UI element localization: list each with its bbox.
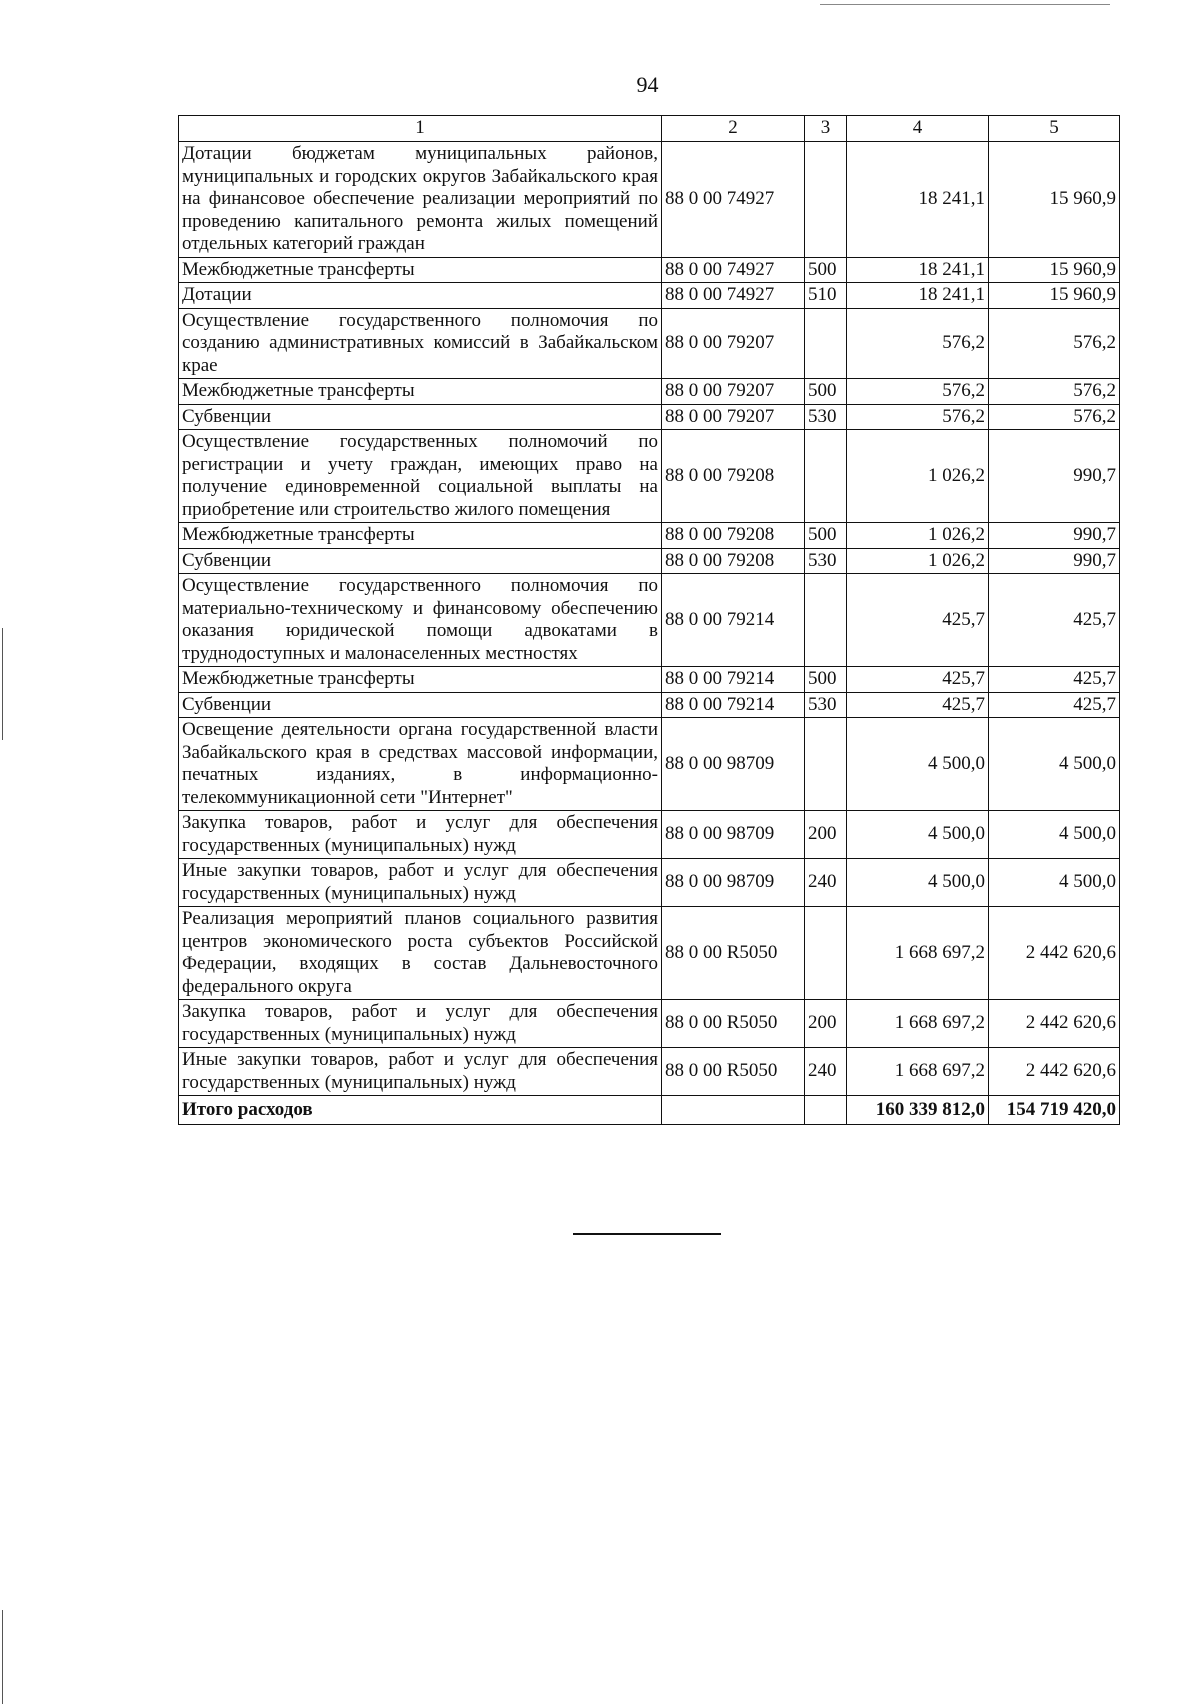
row-expense-type: [805, 718, 847, 811]
row-expense-type: [805, 308, 847, 379]
row-target-code: 88 0 00 79208: [662, 430, 805, 523]
row-amount-col4: 576,2: [847, 308, 989, 379]
row-target-code: 88 0 00 98709: [662, 718, 805, 811]
total-label: Итого расходов: [179, 1096, 662, 1125]
row-amount-col4: 576,2: [847, 404, 989, 430]
row-amount-col4: 4 500,0: [847, 859, 989, 907]
row-name: Осуществление государственных полномочий по регистрации и учету граждан, имеющих право на получение единовременной социальной выплаты на приобретение или строительство жилого помещения: [179, 430, 662, 523]
table-row: [179, 718, 1120, 811]
closing-rule: [573, 1233, 721, 1235]
table-row: [179, 859, 1120, 907]
table-row: [179, 379, 1120, 405]
row-expense-type: [805, 142, 847, 258]
top-edge-line: [820, 4, 1110, 5]
row-target-code: 88 0 00 74927: [662, 142, 805, 258]
row-amount-col5: 2 442 620,6: [989, 1000, 1120, 1048]
row-expense-type: 500: [805, 667, 847, 693]
table-row: [179, 667, 1120, 693]
row-expense-type: 240: [805, 859, 847, 907]
row-name: Субвенции: [179, 548, 662, 574]
row-expense-type: 200: [805, 1000, 847, 1048]
row-expense-type: 500: [805, 257, 847, 283]
row-name: Закупка товаров, работ и услуг для обеспечения государственных (муниципальных) нужд: [179, 811, 662, 859]
row-name: Закупка товаров, работ и услуг для обеспечения государственных (муниципальных) нужд: [179, 1000, 662, 1048]
row-expense-type: 500: [805, 379, 847, 405]
row-expense-type: 530: [805, 692, 847, 718]
row-name: Межбюджетные трансферты: [179, 523, 662, 549]
total-expense-type: [805, 1096, 847, 1125]
row-expense-type: 530: [805, 404, 847, 430]
row-amount-col4: 1 668 697,2: [847, 1048, 989, 1096]
row-expense-type: 200: [805, 811, 847, 859]
row-amount-col4: 18 241,1: [847, 142, 989, 258]
row-amount-col4: 4 500,0: [847, 718, 989, 811]
row-amount-col5: 425,7: [989, 574, 1120, 667]
row-amount-col4: 1 026,2: [847, 523, 989, 549]
total-amount-col5: 154 719 420,0: [989, 1096, 1120, 1125]
row-name: Межбюджетные трансферты: [179, 257, 662, 283]
row-amount-col4: 4 500,0: [847, 811, 989, 859]
row-target-code: 88 0 00 R5050: [662, 1000, 805, 1048]
scan-margin-mark: [2, 628, 3, 740]
row-amount-col5: 15 960,9: [989, 142, 1120, 258]
row-amount-col5: 2 442 620,6: [989, 1048, 1120, 1096]
table-row: [179, 574, 1120, 667]
row-target-code: 88 0 00 79207: [662, 404, 805, 430]
header-cell-col3: 3: [805, 116, 847, 142]
row-amount-col5: 4 500,0: [989, 859, 1120, 907]
row-target-code: 88 0 00 79214: [662, 692, 805, 718]
row-amount-col5: 576,2: [989, 308, 1120, 379]
row-target-code: 88 0 00 74927: [662, 283, 805, 309]
row-expense-type: 510: [805, 283, 847, 309]
row-name: Дотации: [179, 283, 662, 309]
row-amount-col4: 1 668 697,2: [847, 907, 989, 1000]
row-name: Осуществление государственного полномочия по материально-техническому и финансовому обеспечению оказания юридической помощи адвокатами в труднодоступных и малонаселенных местностях: [179, 574, 662, 667]
row-amount-col5: 425,7: [989, 692, 1120, 718]
row-name: Осуществление государственного полномочия по созданию административных комиссий в Забайкальском крае: [179, 308, 662, 379]
row-amount-col5: 576,2: [989, 379, 1120, 405]
row-amount-col5: 2 442 620,6: [989, 907, 1120, 1000]
row-expense-type: 530: [805, 548, 847, 574]
scan-margin-mark: [2, 1610, 3, 1704]
row-expense-type: 240: [805, 1048, 847, 1096]
row-amount-col4: 18 241,1: [847, 283, 989, 309]
row-name: Реализация мероприятий планов социального развития центров экономического роста субъектов Российской Федерации, входящих в состав Дальневосточного федерального округа: [179, 907, 662, 1000]
row-target-code: 88 0 00 79214: [662, 574, 805, 667]
row-target-code: 88 0 00 79208: [662, 548, 805, 574]
table-row: [179, 142, 1120, 258]
row-target-code: 88 0 00 98709: [662, 859, 805, 907]
expenditure-table: [178, 115, 1120, 1125]
row-amount-col4: 576,2: [847, 379, 989, 405]
row-amount-col4: 1 026,2: [847, 548, 989, 574]
row-amount-col5: 990,7: [989, 430, 1120, 523]
header-cell-col5: 5: [989, 116, 1120, 142]
table-row: [179, 1048, 1120, 1096]
row-expense-type: [805, 430, 847, 523]
row-target-code: 88 0 00 R5050: [662, 907, 805, 1000]
table-row: [179, 430, 1120, 523]
table-row: [179, 692, 1120, 718]
row-expense-type: 500: [805, 523, 847, 549]
page-number: 94: [636, 72, 659, 97]
table-row: [179, 1000, 1120, 1048]
row-amount-col5: 15 960,9: [989, 283, 1120, 309]
row-amount-col5: 4 500,0: [989, 718, 1120, 811]
row-target-code: 88 0 00 79214: [662, 667, 805, 693]
table-row: [179, 404, 1120, 430]
row-name: Дотации бюджетам муниципальных районов, муниципальных и городских округов Забайкальского края на финансовое обеспечение реализации мероприятий по проведению капитального ремонта жилых помещений отдельных категорий граждан: [179, 142, 662, 258]
header-cell-col2: 2: [662, 116, 805, 142]
row-target-code: 88 0 00 79208: [662, 523, 805, 549]
row-name: Иные закупки товаров, работ и услуг для обеспечения государственных (муниципальных) нужд: [179, 859, 662, 907]
total-amount-col4: 160 339 812,0: [847, 1096, 989, 1125]
row-target-code: 88 0 00 74927: [662, 257, 805, 283]
row-amount-col5: 576,2: [989, 404, 1120, 430]
table-row: [179, 523, 1120, 549]
row-name: Субвенции: [179, 404, 662, 430]
row-name: Межбюджетные трансферты: [179, 379, 662, 405]
row-amount-col4: 1 668 697,2: [847, 1000, 989, 1048]
row-amount-col4: 425,7: [847, 574, 989, 667]
table-row: [179, 257, 1120, 283]
row-target-code: 88 0 00 98709: [662, 811, 805, 859]
row-amount-col5: 990,7: [989, 548, 1120, 574]
total-row: [179, 1096, 1120, 1125]
row-target-code: 88 0 00 79207: [662, 379, 805, 405]
row-target-code: 88 0 00 R5050: [662, 1048, 805, 1096]
table-row: [179, 308, 1120, 379]
table-row: [179, 907, 1120, 1000]
row-expense-type: [805, 907, 847, 1000]
row-amount-col5: 4 500,0: [989, 811, 1120, 859]
row-target-code: 88 0 00 79207: [662, 308, 805, 379]
row-name: Субвенции: [179, 692, 662, 718]
row-amount-col5: 990,7: [989, 523, 1120, 549]
table-row: [179, 811, 1120, 859]
row-name: Межбюджетные трансферты: [179, 667, 662, 693]
table-header-row: [179, 116, 1120, 142]
total-target-code: [662, 1096, 805, 1125]
row-name: Освещение деятельности органа государственной власти Забайкальского края в средствах массовой информации, печатных изданиях, в информационно-телекоммуникационной сети "Интернет": [179, 718, 662, 811]
row-amount-col4: 1 026,2: [847, 430, 989, 523]
header-cell-col4: 4: [847, 116, 989, 142]
header-cell-col1: 1: [179, 116, 662, 142]
row-amount-col4: 18 241,1: [847, 257, 989, 283]
row-amount-col5: 425,7: [989, 667, 1120, 693]
table-row: [179, 283, 1120, 309]
row-expense-type: [805, 574, 847, 667]
row-amount-col4: 425,7: [847, 692, 989, 718]
table-row: [179, 548, 1120, 574]
row-amount-col5: 15 960,9: [989, 257, 1120, 283]
row-amount-col4: 425,7: [847, 667, 989, 693]
row-name: Иные закупки товаров, работ и услуг для обеспечения государственных (муниципальных) нужд: [179, 1048, 662, 1096]
